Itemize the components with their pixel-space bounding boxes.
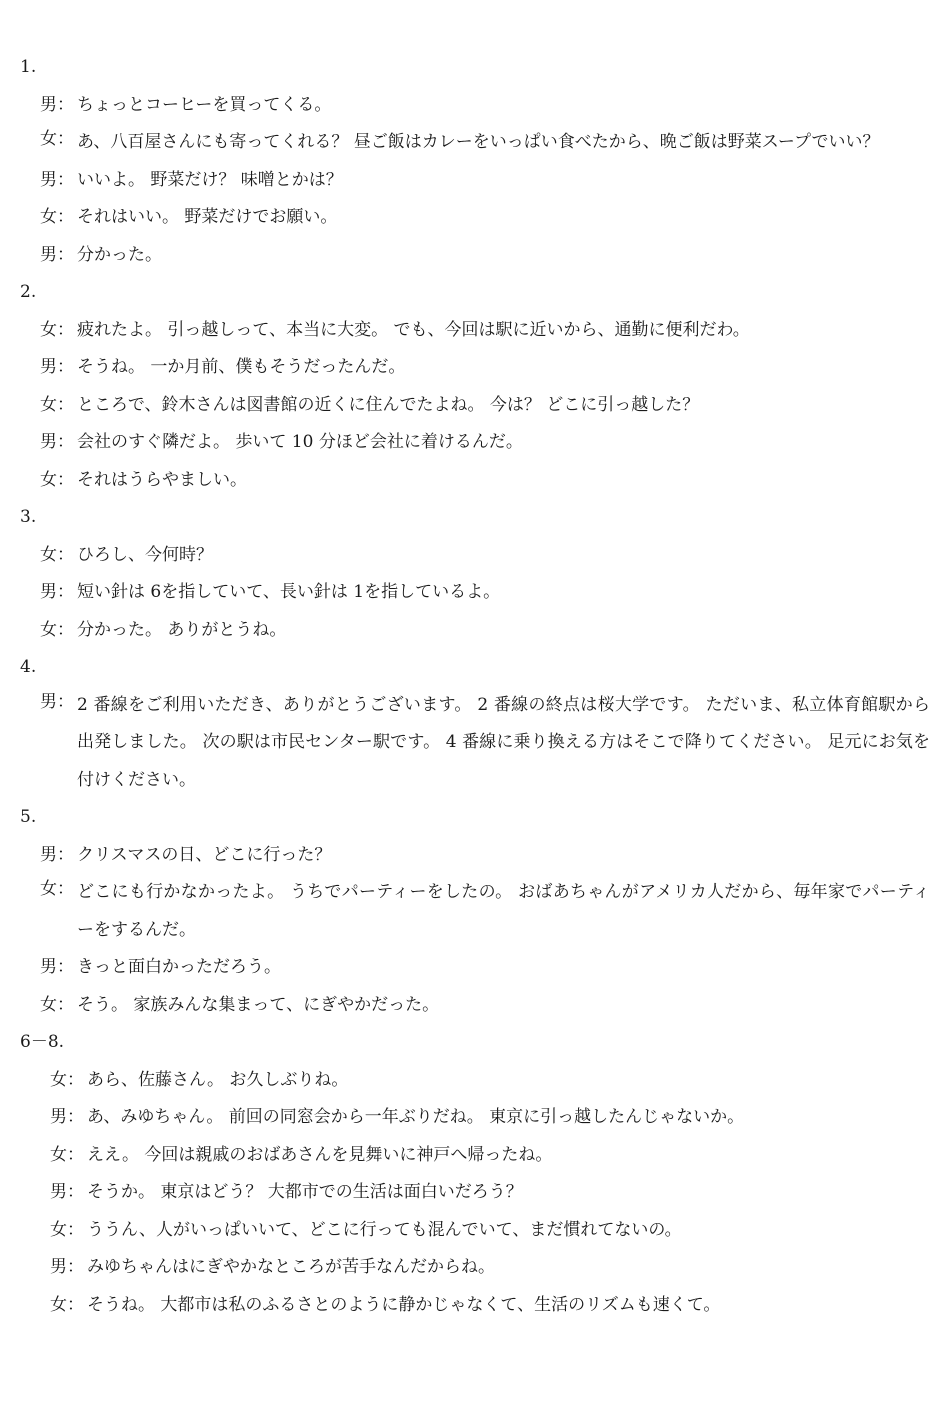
speaker-label: 男： bbox=[40, 432, 74, 452]
speaker-label: 男： bbox=[40, 169, 74, 190]
dialogue-line bbox=[0, 124, 950, 162]
section-number: 3. bbox=[20, 507, 37, 527]
dialogue-text: そうか。 東京はどう？ 大都市での生活は面白いだろう？ bbox=[87, 1182, 523, 1202]
dialogue-text: あら、佐藤さん。 お久しぶりね。 bbox=[87, 1069, 349, 1090]
speaker-label: 男： bbox=[40, 582, 74, 602]
dialogue-line bbox=[0, 349, 950, 387]
dialogue-line bbox=[0, 574, 950, 612]
section-6-8 bbox=[0, 1024, 950, 1324]
dialogue-line bbox=[0, 874, 950, 949]
dialogue-text: 会社のすぐ隣だよ。 歩いて 10 分ほど会社に着けるんだ。 bbox=[77, 432, 523, 452]
dialogue-text: あ、八百屋さんにも寄ってくれる？ 昼ご飯はカレーをいっぱい食べたから、晩ご飯は野菜スープでいい？ bbox=[77, 132, 880, 152]
speaker-label: 男： bbox=[40, 94, 74, 115]
dialogue-line bbox=[0, 199, 950, 237]
dialogue-line bbox=[0, 837, 950, 875]
dialogue-text: クリスマスの日、どこに行った？ bbox=[77, 844, 332, 865]
dialogue-text: みゆちゃんはにぎやかなところが苦手なんだからね。 bbox=[87, 1257, 495, 1277]
dialogue-text: そう。 家族みんな集まって、にぎやかだった。 bbox=[77, 994, 440, 1015]
speaker-label: 女： bbox=[40, 994, 74, 1015]
dialogue-text: それはいい。 野菜だけでお願い。 bbox=[77, 207, 338, 227]
dialogue-text: 分かった。 ありがとうね。 bbox=[77, 619, 287, 640]
dialogue-line bbox=[0, 537, 950, 575]
dialogue-text: ううん、人がいっぱいいて、どこに行っても混んでいて、まだ慣れてないの。 bbox=[87, 1219, 682, 1240]
dialogue-line bbox=[0, 1287, 950, 1325]
dialogue-text: きっと面白かっただろう。 bbox=[77, 957, 281, 977]
dialogue-line bbox=[0, 237, 950, 275]
dialogue-line bbox=[0, 1099, 950, 1137]
speaker-label: 女： bbox=[40, 394, 74, 415]
speaker-label: 男： bbox=[40, 844, 74, 865]
dialogue-line bbox=[0, 387, 950, 425]
dialogue-text: 疲れたよ。 引っ越しって、本当に大変。 でも、今回は駅に近いから、通勤に便利だわ。 bbox=[77, 319, 750, 340]
section-number: 1. bbox=[20, 57, 37, 77]
dialogue-line bbox=[0, 987, 950, 1025]
speaker-label: 女： bbox=[50, 1144, 84, 1165]
dialogue-line bbox=[0, 1174, 950, 1212]
section-1 bbox=[0, 49, 950, 274]
section-number: 6－8. bbox=[20, 1032, 65, 1052]
dialogue-line bbox=[0, 949, 950, 987]
section-2 bbox=[0, 274, 950, 499]
dialogue-text: いいよ。 野菜だけ？ 味噌とかは？ bbox=[77, 169, 343, 190]
dialogue-text: ひろし、今何時？ bbox=[77, 544, 213, 565]
speaker-label: 男： bbox=[40, 357, 74, 377]
section-number: 5. bbox=[20, 807, 37, 827]
speaker-label: 女： bbox=[50, 1294, 84, 1315]
speaker-label: 女： bbox=[40, 544, 74, 565]
dialogue-line bbox=[0, 1212, 950, 1250]
speaker-label: 男： bbox=[40, 244, 74, 265]
script-page bbox=[0, 49, 950, 1336]
speaker-label: 男： bbox=[50, 1182, 84, 1202]
dialogue-line bbox=[0, 462, 950, 500]
dialogue-line bbox=[0, 312, 950, 350]
speaker-label: 男： bbox=[50, 1107, 84, 1127]
dialogue-text: ちょっとコーヒーを買ってくる。 bbox=[77, 94, 332, 115]
dialogue-text: それはうらやましい。 bbox=[77, 469, 247, 490]
dialogue-text: ええ。 今回は親戚のおばあさんを見舞いに神戸へ帰ったね。 bbox=[87, 1144, 553, 1165]
speaker-label: 女： bbox=[40, 207, 74, 227]
section-number: 2. bbox=[20, 282, 37, 302]
dialogue-line bbox=[0, 1137, 950, 1175]
section-number: 4. bbox=[20, 657, 37, 677]
speaker-label: 男： bbox=[40, 957, 74, 977]
speaker-label: 女： bbox=[40, 319, 74, 340]
dialogue-text: 2 番線をご利用いただき、ありがとうございます。 2 番線の終点は桜大学です。 ただいま、私立体育館駅から出発しました。 次の駅は市民センター駅です。 4 番線に乗り換える方はそこで降りてください。 足元にお気を付けください。 bbox=[77, 694, 930, 790]
speaker-label: 男： bbox=[40, 691, 74, 712]
dialogue-line bbox=[0, 612, 950, 650]
dialogue-text: ところで、鈴木さんは図書館の近くに住んでたよね。 今は？ どこに引っ越した？ bbox=[77, 394, 700, 415]
dialogue-line bbox=[0, 87, 950, 125]
dialogue-line bbox=[0, 424, 950, 462]
dialogue-line bbox=[0, 687, 950, 800]
dialogue-text: 短い針は 6を指していて、長い針は 1を指しているよ。 bbox=[77, 582, 501, 602]
dialogue-text: 分かった。 bbox=[77, 244, 162, 265]
dialogue-text: あ、みゆちゃん。 前回の同窓会から一年ぶりだね。 東京に引っ越したんじゃないか。 bbox=[87, 1107, 745, 1127]
speaker-label: 女： bbox=[40, 619, 74, 640]
speaker-label: 女： bbox=[50, 1219, 84, 1240]
section-5 bbox=[0, 799, 950, 1024]
speaker-label: 女： bbox=[50, 1069, 84, 1090]
speaker-label: 女： bbox=[40, 129, 74, 149]
dialogue-text: どこにも行かなかったよ。 うちでパーティーをしたの。 おばあちゃんがアメリカ人だから、毎年家でパーティーをするんだ。 bbox=[77, 882, 930, 940]
speaker-label: 女： bbox=[40, 879, 74, 899]
dialogue-text: そうね。 一か月前、僕もそうだったんだ。 bbox=[77, 357, 406, 377]
speaker-label: 男： bbox=[50, 1257, 84, 1277]
speaker-label: 女： bbox=[40, 469, 74, 490]
dialogue-line bbox=[0, 162, 950, 200]
dialogue-text: そうね。 大都市は私のふるさとのように静かじゃなくて、生活のリズムも速くて。 bbox=[87, 1294, 721, 1315]
dialogue-line bbox=[0, 1249, 950, 1287]
dialogue-line bbox=[0, 1062, 950, 1100]
section-4 bbox=[0, 649, 950, 799]
section-3 bbox=[0, 499, 950, 649]
